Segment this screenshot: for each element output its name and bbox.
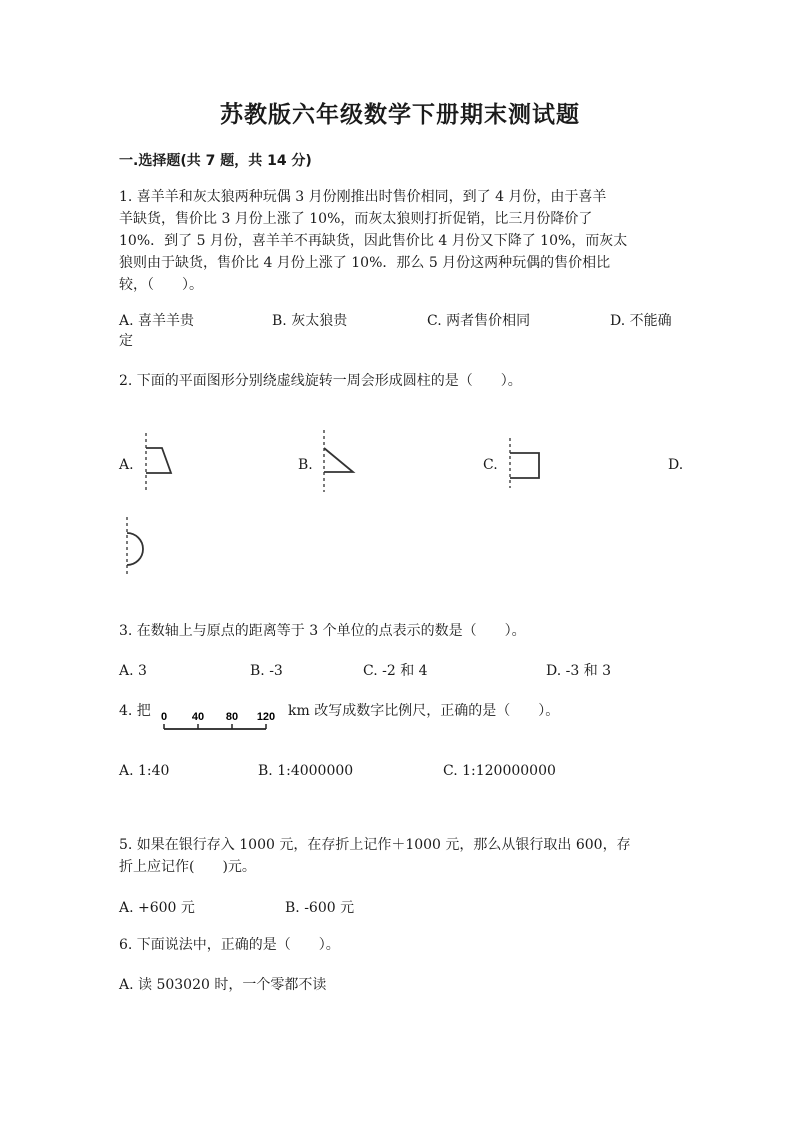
q2-option-c[interactable]: C. [483, 457, 498, 473]
q2-option-a[interactable]: A. [119, 457, 134, 473]
q1-option-d-wrap: 定 [119, 333, 133, 349]
q3-option-d[interactable]: D. -3 和 3 [546, 663, 612, 679]
question-1 [119, 186, 684, 296]
q1-option-d[interactable]: D. 不能确 [610, 313, 672, 329]
question-5-line: 折上应记作( )元。 [119, 859, 256, 875]
question-1-line: 1. 喜羊羊和灰太狼两种玩偶 3 月份刚推出时售价相同，到了 4 月份，由于喜羊 [119, 189, 607, 205]
question-2: 2. 下面的平面图形分别绕虚线旋转一周会形成圆柱的是（ ）。 [119, 373, 522, 389]
scale-tick-label: 120 [256, 711, 276, 723]
q5-option-b[interactable]: B. -600 元 [285, 900, 355, 916]
q1-option-a[interactable]: A. 喜羊羊贵 [119, 313, 195, 329]
q3-option-b[interactable]: B. -3 [250, 663, 283, 679]
question-1-line: 羊缺货，售价比 3 月份上涨了 10%，而灰太狼则打折促销，比三月份降价了 [119, 211, 593, 227]
scale-tick-label: 80 [225, 711, 239, 723]
figure-rectangle-rotation [504, 436, 544, 490]
page-title: 苏教版六年级数学下册期末测试题 [220, 102, 580, 128]
q4-option-b[interactable]: B. 1:4000000 [258, 763, 354, 779]
question-5-line: 5. 如果在银行存入 1000 元，在存折上记作＋1000 元，那么从银行取出 600，存 [119, 837, 631, 853]
figure-semicircle-rotation [120, 515, 156, 579]
question-4-text: km 改写成数字比例尺，正确的是（ ）。 [288, 703, 560, 719]
question-1-line: 10%．到了 5 月份，喜羊羊不再缺货，因此售价比 4 月份又下降了 10%，而灰太 [119, 233, 628, 249]
question-4-prefix: 4. 把 [119, 703, 151, 719]
figure-trapezoid-rotation [138, 431, 178, 493]
q3-option-a[interactable]: A. 3 [119, 663, 147, 679]
section-heading: 一.选择题(共 7 题，共 14 分) [119, 153, 312, 169]
q4-option-c[interactable]: C. 1:120000000 [443, 763, 556, 779]
scale-tick-label: 40 [191, 711, 205, 723]
scale-tick-label: 0 [160, 711, 168, 723]
q2-option-b[interactable]: B. [298, 457, 313, 473]
question-5 [119, 834, 684, 878]
q1-option-c[interactable]: C. 两者售价相同 [427, 313, 531, 329]
q6-option-a[interactable]: A. 读 503020 时，一个零都不读 [119, 977, 327, 993]
q2-option-d[interactable]: D. [668, 457, 684, 473]
question-1-line: 狼则由于缺货，售价比 4 月份上涨了 10%．那么 5 月份这两种玩偶的售价相比 [119, 255, 611, 271]
q3-option-c[interactable]: C. -2 和 4 [363, 663, 428, 679]
q1-option-b[interactable]: B. 灰太狼贵 [272, 313, 348, 329]
q5-option-a[interactable]: A. +600 元 [119, 900, 195, 916]
q4-option-a[interactable]: A. 1:40 [119, 763, 170, 779]
question-6: 6. 下面说法中，正确的是（ ）。 [119, 937, 340, 953]
line-scale-bar [156, 706, 286, 736]
question-3: 3. 在数轴上与原点的距离等于 3 个单位的点表示的数是（ ）。 [119, 623, 526, 639]
figure-triangle-rotation [316, 428, 360, 494]
question-1-line: 较，（ ）。 [119, 277, 203, 293]
